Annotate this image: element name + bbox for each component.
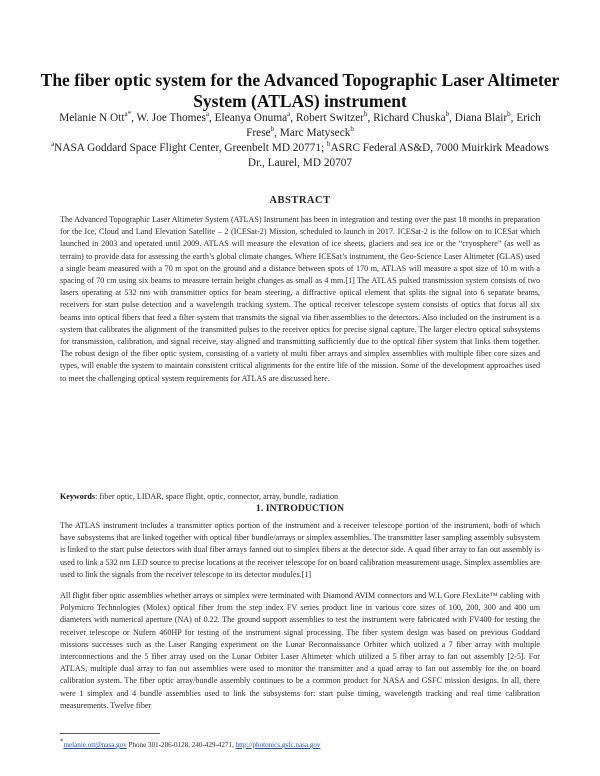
author-separator: ,	[290, 112, 296, 124]
affiliation-a: NASA Goddard Space Flight Center, Greenbelt MD 20771;	[54, 142, 328, 154]
introduction-heading: 1. INTRODUCTION	[255, 503, 345, 514]
author-separator: ,	[510, 112, 517, 124]
author-affiliation-mark: b	[507, 110, 511, 119]
author-name: Diana Blair	[454, 112, 508, 124]
author-affiliation-mark: b	[363, 110, 368, 119]
keywords-line	[60, 491, 540, 503]
author-name: Erich Frese	[246, 112, 541, 139]
author-name: Richard Chuska	[373, 112, 446, 124]
footnote	[60, 737, 540, 750]
author-separator: ,	[209, 112, 215, 124]
author-affiliation-mark: a*	[124, 110, 132, 119]
author-affiliation-mark: b	[350, 125, 354, 134]
author-separator: ,	[131, 112, 137, 124]
author-separator: ,	[367, 112, 374, 124]
author-affiliation-mark: a	[205, 110, 209, 119]
keywords-label: Keywords	[60, 492, 96, 501]
author-name: W. Joe Thomes	[136, 112, 206, 124]
abstract-heading: ABSTRACT	[269, 195, 331, 206]
intro-paragraph-2: All flight fiber optic assemblies whether arrays or simplex were terminated with Diamond AVIM connectors and W.L Gore FlexLite™ cabling with Polymicro Technologies (Molex) optical fiber from the step index FV series product line in various core sizes of 100, 200, 300 and 400 um diameters with numerical aperture (NA) of 0.22. The ground support assemblies to test the instrument were fabricated with FV400 for testing the receiver telescope or Nufern 460HP for testing of the instrument signal processing. The fiber system design was based on previous Goddard missions successes such as the Laser Ranging experiment on the Lunar Reconnaissance Orbiter which utilized a 7 fiber array with multiple interconnections and the 5 fiber array used on the Lunar Orbiter Laser Altimeter which utilized a 5 fiber array to fan out assembly [2-5]. For ATLAS, multiple dual array to fan out assemblies were used to monitor the transmitter and a quad array to fan out assembly for the on board calibration system. The fiber optic array/bundle assembly continues to be a common product for NASA and GSFC mission designs. In all, there were 1 simplex and 4 bundle assemblies used to link the subsystems for: start pulse timing, wavelength tracking and real time calibration measurements. Twelve fiber	[60, 591, 540, 710]
author-name: Eleanya Onuma	[214, 112, 288, 124]
affiliation-a-mark: a	[51, 140, 55, 149]
author-name: Robert Switzer	[295, 112, 364, 124]
affiliation-b-mark: b	[327, 140, 331, 149]
author-list	[50, 111, 550, 141]
footnote-email-link[interactable]: melanie.ott@nasa.gov	[63, 741, 127, 749]
footnote-divider	[60, 733, 160, 734]
author-name: Marc Matyseck	[279, 127, 351, 139]
author-separator: ,	[449, 112, 455, 124]
author-affiliation-mark: b	[270, 125, 275, 134]
keywords-text: : fiber optic, LIDAR, space flight, optic, connector, array, bundle, radiation	[95, 492, 339, 501]
author-name: Melanie N Ott	[59, 112, 125, 124]
abstract-text: The Advanced Topographic Laser Altimeter System (ATLAS) Instrument has been in integration and testing over the past 18 months in preparation for the Ice, Cloud and Land Elevation Satellite – 2 (ICESat-2) Mission, scheduled to launch in 2017. ICESat-2 is the follow on to ICESat which launched in 2003 and operated until 2009. ATLAS will measure the elevation of ice sheets, glaciers and sea ice or the “cryosphere” (as well as terrain) to provide data for assessing the earth’s global climate changes. Where ICESat’s instrument, the Geo-Science Laser Altimeter (GLAS) used a single beam measured with a 70 m spot on the ground and a distance between spots of 170 m, ATLAS will measure a spot size of 10 m with a spacing of 70 cm using six beams to measure terrain height changes as small as 4 mm.[1] The ATLAS pulsed transmission system consists of two lasers operating at 532 nm with transmitter optics for beam steering, a diffractive optical element that splits the signal into 6 separate beams, receivers for start pulse detection and a wavelength tracking system. The optical receiver telescope system consists of optics that focus all six beams into optical fibers that feed a filter system that transmits the signal via fiber assemblies to the detectors. Also included on the instrument is a system that calibrates the alignment of the transmitted pulses to the receiver optics for precise signal capture. The larger electro optical subsystems for transmission, calibration, and signal receive, stay aligned and transmitting sufficiently due to the optical fiber system that links them together. The robust design of the fiber optic system, consisting of a variety of multi fiber arrays and simplex assemblies with multiple fiber core sizes and types, will enable the system to maintain consistent critical alignments for the entire life of the mission. Some of the development approaches used to meet the challenging optical system requirements for ATLAS are discussed here.	[60, 215, 540, 383]
intro-paragraph-1: The ATLAS instrument includes a transmitter optics portion of the instrument and a receiver telescope portion of the instrument, both of which have subsystems that are linked together with optical fiber bundle/arrays or simplex assemblies. The transmitter laser sampling assembly subsystem is linked to the start pulse detectors with dual fiber arrays fanned out to simplex fibers at the detector side. A quad fiber array to fan out assembly is used to link a 532 nm LED source to precise locations at the receiver telescope for on board calibration measurement usage. Simplex assemblies are used to link the signals from the receiver telescope to its detector modules.[1]	[60, 521, 540, 579]
affiliation-b: ASRC Federal AS&D, 7000 Muirkirk Meadows Dr., Laurel, MD 20707	[247, 142, 549, 169]
author-separator: ,	[274, 127, 280, 139]
affiliations	[50, 141, 550, 171]
footnote-mark: *	[60, 737, 64, 746]
footnote-url-link[interactable]: http://photonics.gsfc.nasa.gov	[235, 741, 321, 749]
author-affiliation-mark: b	[445, 110, 450, 119]
author-affiliation-mark: a	[287, 110, 291, 119]
footnote-phone: Phone 301-286-0128, 240-429-4271,	[126, 741, 236, 749]
paper-title: The fiber optic system for the Advanced Topographic Laser Altimeter System (ATLAS) instrument	[40, 70, 560, 111]
